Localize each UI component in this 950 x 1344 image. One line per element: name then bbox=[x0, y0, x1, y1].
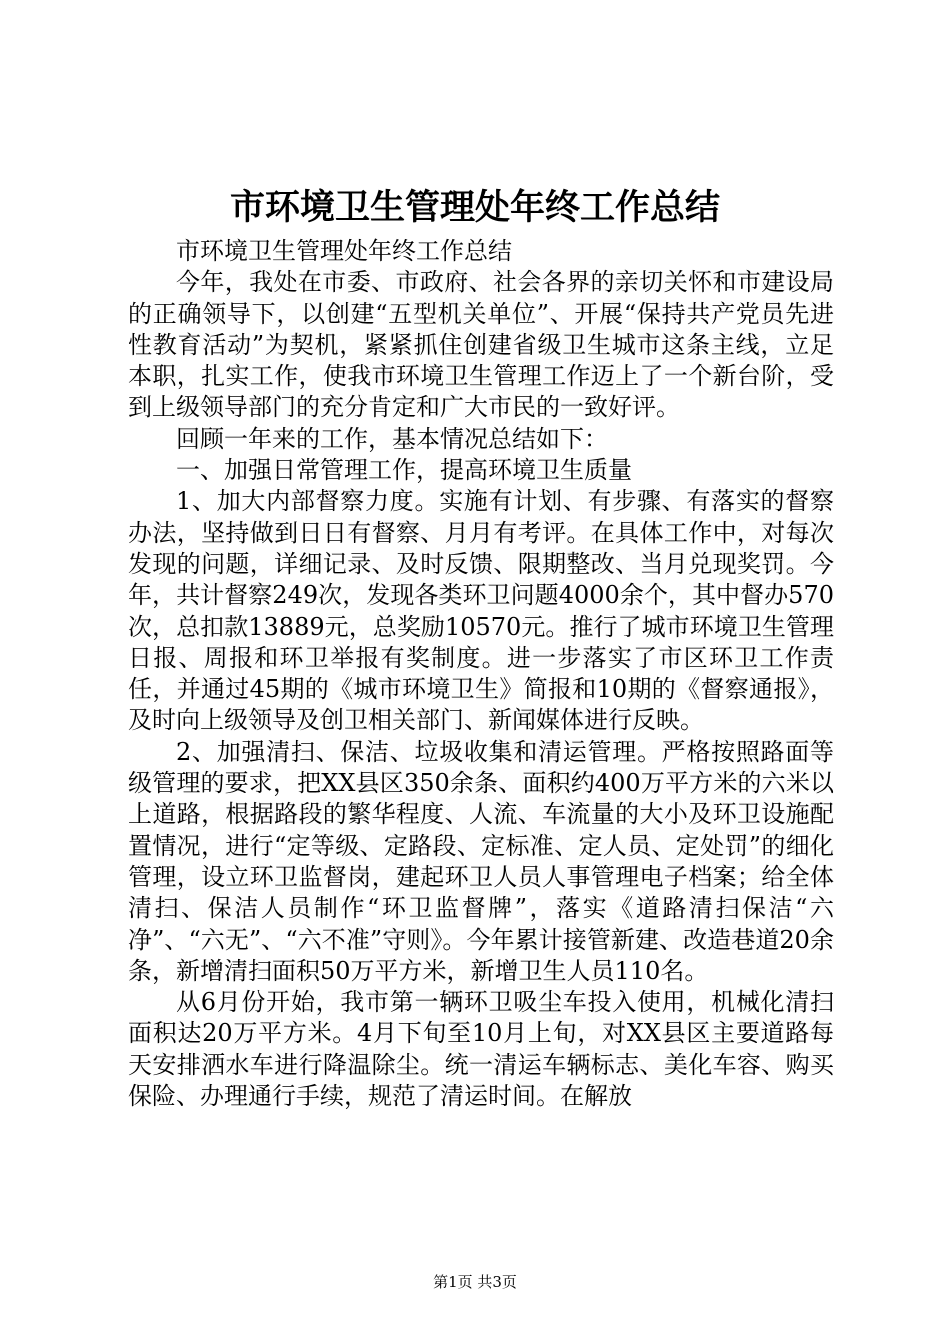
document-title: 市环境卫生管理处年终工作总结 bbox=[229, 187, 720, 228]
body-paragraph: 从6月份开始，我市第一辆环卫吸尘车投入使用，机械化清扫面积达20万平方米。4月下旬至10月上旬，对XX县区主要道路每天安排洒水车进行降温除尘。统一清运车辆标志、美化车容、购买保险、办理通行手续，规范了清运时间。在解放 bbox=[128, 988, 834, 1111]
body-paragraph: 市环境卫生管理处年终工作总结 bbox=[176, 237, 512, 265]
page-number-footer: 第1页 共3页 bbox=[433, 1273, 517, 1291]
body-paragraph: 2、加强清扫、保洁、垃圾收集和清运管理。严格按照路面等级管理的要求，把XX县区350余条、面积约400万平方米的六米以上道路，根据路段的繁华程度、人流、车流量的大小及环卫设施配置情况，进行“定等级、定路段、定标准、定人员、定处罚”的细化管理，设立环卫监督岗，建起环卫人员人事管理电子档案；给全体清扫、保洁人员制作“环卫监督牌”，落实《道路清扫保洁“六净”、“六无”、“六不准”守则》。今年累计接管新建、改造巷道20余条，新增清扫面积50万平方米，新增卫生人员110名。 bbox=[128, 737, 834, 985]
body-paragraph: 1、加大内部督察力度。实施有计划、有步骤、有落实的督察办法，坚持做到日日有督察、月月有考评。在具体工作中，对每次发现的问题，详细记录、及时反馈、限期整改、当月兑现奖罚。今年，共计督察249次，发现各类环卫问题4000余个，其中督办570次，总扣款13889元，总奖励10570元。推行了城市环境卫生管理日报、周报和环卫举报有奖制度。进一步落实了市区环卫工作责任，并通过45期的《城市环境卫生》简报和10期的《督察通报》，及时向上级领导及创卫相关部门、新闻媒体进行反映。 bbox=[128, 487, 834, 735]
body-paragraph: 今年，我处在市委、市政府、社会各界的亲切关怀和市建设局的正确领导下，以创建“五型机关单位”、开展“保持共产党员先进性教育活动”为契机，紧紧抓住创建省级卫生城市这条主线，立足本职，扎实工作，使我市环境卫生管理工作迈上了一个新台阶，受到上级领导部门的充分肯定和广大市民的一致好评。 bbox=[128, 268, 834, 422]
section-heading: 一、加强日常管理工作，提高环境卫生质量 bbox=[176, 456, 632, 485]
document-body bbox=[128, 236, 834, 1112]
body-paragraph: 回顾一年来的工作，基本情况总结如下： bbox=[176, 424, 608, 453]
